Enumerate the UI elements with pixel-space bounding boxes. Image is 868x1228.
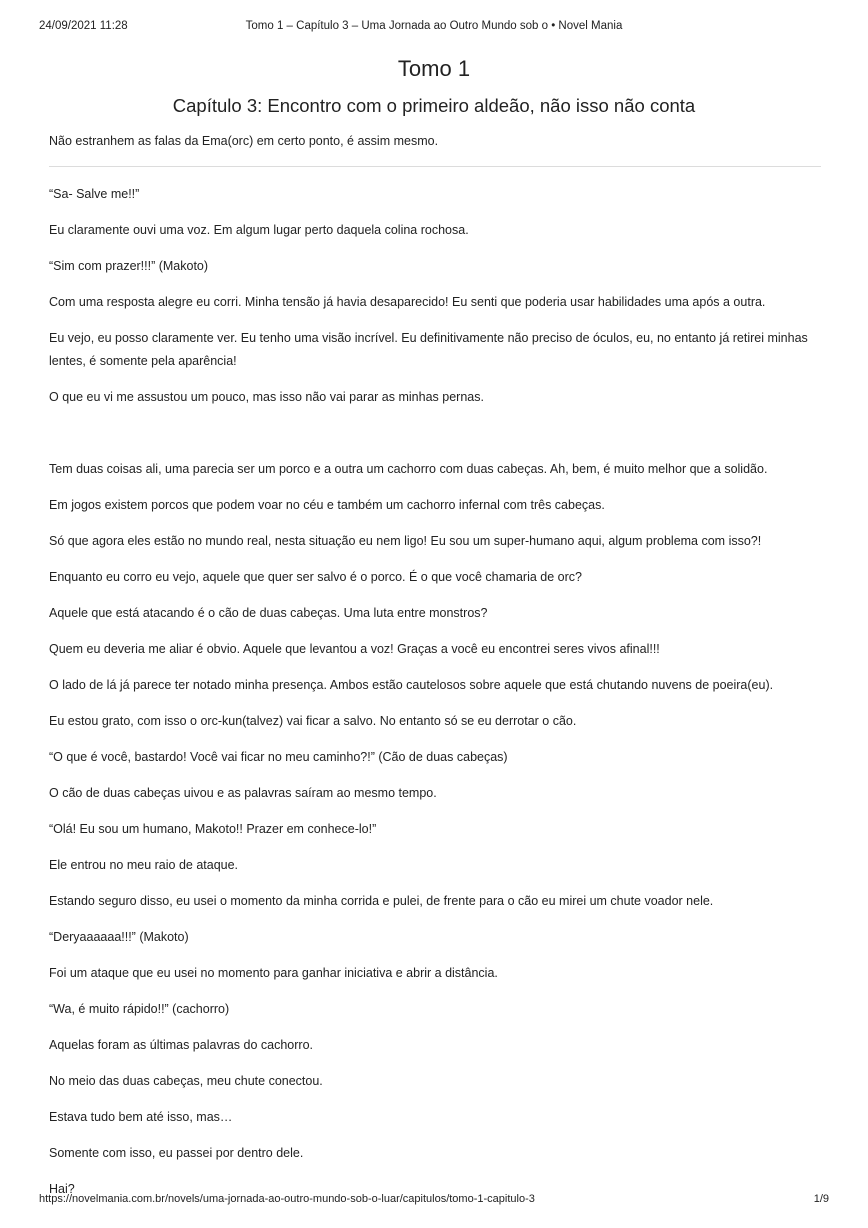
divider [49, 166, 821, 167]
print-header [0, 20, 868, 36]
paragraph: Estando seguro disso, eu usei o momento da minha corrida e pulei, de frente para o cão eu mirei um chute voador nele. [49, 894, 714, 908]
paragraph: O que eu vi me assustou um pouco, mas isso não vai parar as minhas pernas. [49, 390, 484, 404]
print-document-title: Tomo 1 – Capítulo 3 – Uma Jornada ao Outro Mundo sob o • Novel Mania [245, 20, 623, 32]
paragraph: O cão de duas cabeças uivou e as palavras saíram ao mesmo tempo. [49, 786, 437, 800]
paragraph: Com uma resposta alegre eu corri. Minha tensão já havia desaparecido! Eu senti que poderia usar habilidades uma após a outra. [49, 295, 766, 309]
paragraph: Hai? [49, 1182, 75, 1196]
paragraph: “Olá! Eu sou um humano, Makoto!! Prazer em conhece-lo!” [49, 822, 377, 836]
paragraph: Eu estou grato, com isso o orc-kun(talvez) vai ficar a salvo. No entanto só se eu derrotar o cão. [49, 714, 577, 728]
paragraph-empty [49, 422, 824, 445]
paragraph: No meio das duas cabeças, meu chute conectou. [49, 1074, 323, 1088]
page-number: 1/9 [813, 1193, 829, 1205]
page-url: https://novelmania.com.br/novels/uma-jornada-ao-outro-mundo-sob-o-luar/capitulos/tomo-1-capitulo-3 [39, 1193, 535, 1205]
paragraph: Estava tudo bem até isso, mas… [49, 1110, 233, 1124]
paragraph: Em jogos existem porcos que podem voar no céu e também um cachorro infernal com três cabeças. [49, 498, 605, 512]
paragraph: Enquanto eu corro eu vejo, aquele que quer ser salvo é o porco. É o que você chamaria de orc? [49, 570, 582, 584]
paragraph: “Wa, é muito rápido!!” (cachorro) [49, 1002, 230, 1016]
paragraph: Tem duas coisas ali, uma parecia ser um porco e a outra um cachorro com duas cabeças. Ah, bem, é muito melhor que a solidão. [49, 462, 768, 476]
paragraph: Eu vejo, eu posso claramente ver. Eu tenho uma visão incrível. Eu definitivamente não preciso de óculos, eu, no entanto já retirei minhas lentes, é somente pela aparência! [49, 331, 808, 368]
chapter-content [49, 183, 824, 1214]
paragraph: “Deryaaaaaa!!!” (Makoto) [49, 930, 189, 944]
paragraph: “Sa- Salve me!!” [49, 187, 140, 201]
volume-title: Tomo 1 [397, 56, 471, 81]
paragraph: “Sim com prazer!!!” (Makoto) [49, 259, 209, 273]
paragraph: Foi um ataque que eu usei no momento para ganhar iniciativa e abrir a distância. [49, 966, 498, 980]
paragraph: “O que é você, bastardo! Você vai ficar no meu caminho?!” (Cão de duas cabeças) [49, 750, 508, 764]
chapter-title: Capítulo 3: Encontro com o primeiro aldeão, não isso não conta [172, 95, 696, 116]
paragraph: Eu claramente ouvi uma voz. Em algum lugar perto daquela colina rochosa. [49, 223, 469, 237]
paragraph: Aquele que está atacando é o cão de duas cabeças. Uma luta entre monstros? [49, 606, 488, 620]
paragraph: Aquelas foram as últimas palavras do cachorro. [49, 1038, 314, 1052]
paragraph: Somente com isso, eu passei por dentro dele. [49, 1146, 304, 1160]
paragraph: Quem eu deveria me aliar é obvio. Aquele que levantou a voz! Graças a você eu encontrei seres vivos afinal!!! [49, 642, 660, 656]
paragraph: O lado de lá já parece ter notado minha presença. Ambos estão cautelosos sobre aquele que está chutando nuvens de poeira(eu). [49, 678, 774, 692]
translator-note: Não estranhem as falas da Ema(orc) em certo ponto, é assim mesmo. [49, 134, 439, 148]
print-date: 24/09/2021 11:28 [39, 20, 128, 32]
paragraph: Ele entrou no meu raio de ataque. [49, 858, 239, 872]
paragraph: Só que agora eles estão no mundo real, nesta situação eu nem ligo! Eu sou um super-humano aqui, algum problema com isso?! [49, 534, 762, 548]
